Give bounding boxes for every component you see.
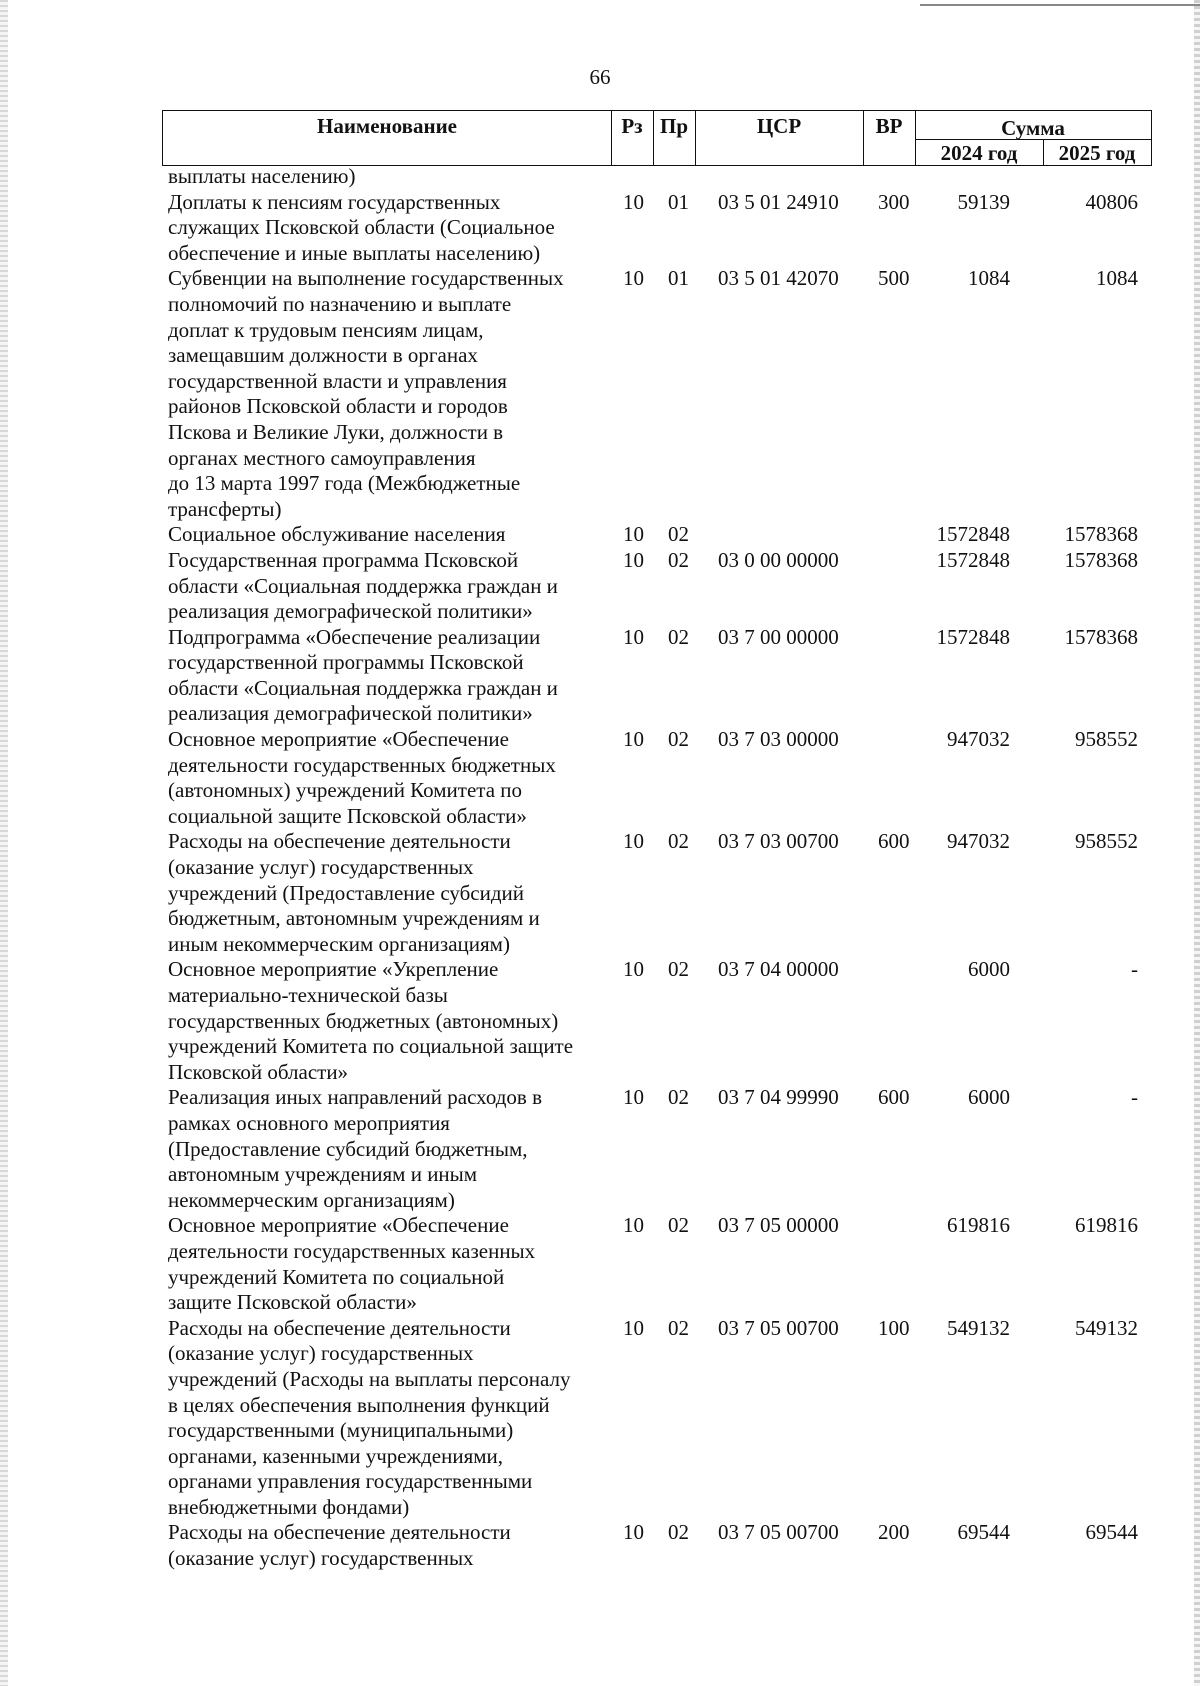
header-csr: ЦСР [756,114,802,138]
row-sum-2024: 1572848 [936,624,1010,649]
table-row [168,1085,1158,1213]
row-rz: 10 [623,624,644,649]
row-pr: 02 [668,547,689,572]
row-name: Реализация иных направлений расходов в рамках основного мероприятия (Предоставление субсидий бюджетным, автономным учреждениям и иным некоммерческим организациям) [168,1085,543,1212]
table-row [168,266,1158,522]
row-csr: 03 7 05 00000 [718,1213,839,1238]
row-sum-2024: 549132 [947,1315,1010,1340]
header-rz: Рз [621,114,643,138]
row-csr: 03 7 03 00700 [718,829,839,854]
table-row [168,164,1158,190]
row-rz: 10 [623,266,644,291]
row-sum-2024: 1084 [968,266,1010,291]
table-row [168,625,1158,727]
row-sum-2024: 619816 [947,1213,1010,1238]
row-name: Основное мероприятие «Укрепление материально-технической базы государственных бюджетных (автономных) учреждений Комитета по социальной защите Псковской области» [168,957,574,1084]
row-vr: 200 [878,1520,910,1545]
row-name: Субвенции на выполнение государственных полномочий по назначению и выплате доплат к трудовым пенсиям лицам, замещавшим должности в органах государственной власти и управления районов Псковской области и городов Пскова и Великие Луки, должности в органах местного самоуправления до 13 марта 1997 года (Межбюджетные трансферты) [168,266,564,521]
row-sum-2024: 947032 [947,727,1010,752]
row-csr: 03 7 03 00000 [718,727,839,752]
row-rz: 10 [623,829,644,854]
row-pr: 02 [668,1085,689,1110]
row-sum-2025: 40806 [1085,189,1138,214]
row-pr: 02 [668,957,689,982]
row-name: Доплаты к пенсиям государственных служащих Псковской области (Социальное обеспечение и иные выплаты населению) [168,189,555,265]
table-row [168,1520,1158,1571]
row-rz: 10 [623,727,644,752]
row-sum-2025: 1578368 [1064,624,1138,649]
table-row [168,190,1158,267]
row-csr: 03 7 04 99990 [718,1085,839,1110]
row-sum-2024: 6000 [968,957,1010,982]
row-vr: 600 [878,829,910,854]
row-name: Расходы на обеспечение деятельности (оказание услуг) государственных [168,1520,511,1571]
row-csr: 03 7 00 00000 [718,624,839,649]
row-csr: 03 7 05 00700 [718,1315,839,1340]
row-pr: 02 [668,624,689,649]
table-row [168,1316,1158,1521]
row-sum-2025: 1578368 [1064,547,1138,572]
row-pr: 02 [668,1213,689,1238]
table-header [162,110,1152,166]
row-name: Государственная программа Псковской области «Социальная поддержка граждан и реализация демографической политики» [168,547,558,624]
scan-left-edge [0,0,8,1686]
row-sum-2025: 1578368 [1064,522,1138,547]
row-rz: 10 [623,189,644,214]
row-csr: 03 7 05 00700 [718,1520,839,1545]
header-year-2025: 2025 год [1058,141,1136,165]
row-rz: 10 [623,547,644,572]
header-sum: Сумма [1001,116,1065,140]
divider [915,139,1151,140]
table-row [168,548,1158,625]
row-sum-2025: - [1131,1085,1138,1110]
row-rz: 10 [623,957,644,982]
scan-top-line [920,4,1200,6]
table-row [168,957,1158,1085]
row-sum-2024: 6000 [968,1085,1010,1110]
page-number: 66 [589,65,611,89]
row-sum-2024: 1572848 [936,547,1010,572]
row-sum-2025: 69544 [1085,1520,1138,1545]
table-body [168,164,1158,1572]
row-pr: 02 [668,1315,689,1340]
row-vr: 100 [878,1315,910,1340]
row-rz: 10 [623,1213,644,1238]
row-vr: 500 [878,266,910,291]
row-vr: 300 [878,189,910,214]
row-name: Основное мероприятие «Обеспечение деятельности государственных казенных учреждений Комитета по социальной защите Псковской области» [168,1213,536,1315]
row-pr: 02 [668,727,689,752]
row-rz: 10 [623,522,644,547]
row-sum-2025: 549132 [1075,1315,1138,1340]
row-rz: 10 [623,1520,644,1545]
row-csr: 03 5 01 24910 [718,189,839,214]
header-pr: Пр [659,114,688,138]
row-rz: 10 [623,1315,644,1340]
row-sum-2024: 947032 [947,829,1010,854]
row-vr: 600 [878,1085,910,1110]
row-name: Расходы на обеспечение деятельности (оказание услуг) государственных учреждений (Предоставление субсидий бюджетным, автономным учреждениям и иным некоммерческим организациям) [168,829,540,956]
row-pr: 02 [668,522,689,547]
row-sum-2024: 69544 [957,1520,1010,1545]
row-name: Основное мероприятие «Обеспечение деятельности государственных бюджетных (автономных) учреждений Комитета по социальной защите Псковской области» [168,727,556,828]
table-row [168,1213,1158,1315]
row-sum-2024: 59139 [957,189,1010,214]
row-csr: 03 5 01 42070 [718,266,839,291]
row-sum-2025: 1084 [1096,266,1138,291]
row-pr: 02 [668,1520,689,1545]
row-sum-2025: 619816 [1075,1213,1138,1238]
table-row [168,522,1158,548]
row-rz: 10 [623,1085,644,1110]
row-sum-2025: 958552 [1075,727,1138,752]
header-vr: ВР [875,114,903,138]
row-csr: 03 0 00 00000 [718,547,839,572]
header-year-2024: 2024 год [940,141,1018,165]
row-name: Расходы на обеспечение деятельности (оказание услуг) государственных учреждений (Расходы на выплаты персоналу в целях обеспечения выполнения функций государственными (муниципальными) органами, казенными учреждениями, органами управления государственными внебюджетными фондами) [168,1315,571,1519]
scan-right-edge [1194,0,1200,1686]
row-pr: 02 [668,829,689,854]
row-pr: 01 [668,189,689,214]
row-pr: 01 [668,266,689,291]
table-row [168,727,1158,829]
row-sum-2024: 1572848 [936,522,1010,547]
row-sum-2025: 958552 [1075,829,1138,854]
row-name: Социальное обслуживание населения [168,522,506,547]
table-row [168,829,1158,957]
row-name: выплаты населению) [168,164,356,188]
row-csr: 03 7 04 00000 [718,957,839,982]
row-sum-2025: - [1131,957,1138,982]
header-name: Наименование [317,114,457,138]
row-name: Подпрограмма «Обеспечение реализации государственной программы Псковской области «Социальная поддержка граждан и реализация демографической политики» [168,624,558,726]
